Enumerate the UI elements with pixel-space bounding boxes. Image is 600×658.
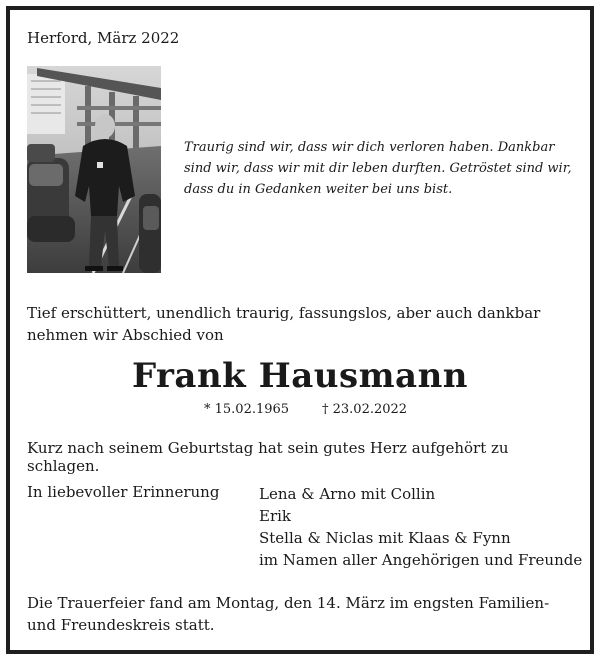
deceased-name: Frank Hausmann	[131, 356, 469, 396]
funeral-notice: Die Trauerfeier fand am Montag, den 14. März im engsten Familien- und Freundeskreis statt.	[27, 594, 550, 634]
obituary-frame	[6, 6, 594, 654]
place-date: Herford, März 2022	[27, 29, 180, 47]
portrait-photo-graphic	[27, 66, 161, 273]
heart-sentence: Kurz nach seinem Geburtstag hat sein gutes Herz aufgehört zu schlagen.	[27, 439, 509, 475]
intro-text: Tief erschüttert, unendlich traurig, fassungslos, aber auch dankbar nehmen wir Abschied von	[27, 304, 541, 344]
remembrance-label: In liebevoller Erinnerung	[27, 483, 220, 501]
signatory-line: Stella & Niclas mit Klaas & Fynn	[259, 529, 511, 547]
birth-date: * 15.02.1965	[204, 402, 290, 417]
portrait-photo	[27, 66, 161, 273]
signatory-line: Lena & Arno mit Collin	[259, 485, 436, 503]
death-date: † 23.02.2022	[322, 402, 408, 417]
memorial-quote: Traurig sind wir, dass wir dich verloren haben. Dankbar sind wir, dass wir mit dir leben durften. Getröstet sind wir, dass du in Gedanken weiter bei uns bist.	[184, 140, 572, 197]
signatory-line: im Namen aller Angehörigen und Freunde	[259, 551, 583, 569]
signatory-line: Erik	[259, 507, 292, 525]
signatories	[259, 483, 582, 571]
